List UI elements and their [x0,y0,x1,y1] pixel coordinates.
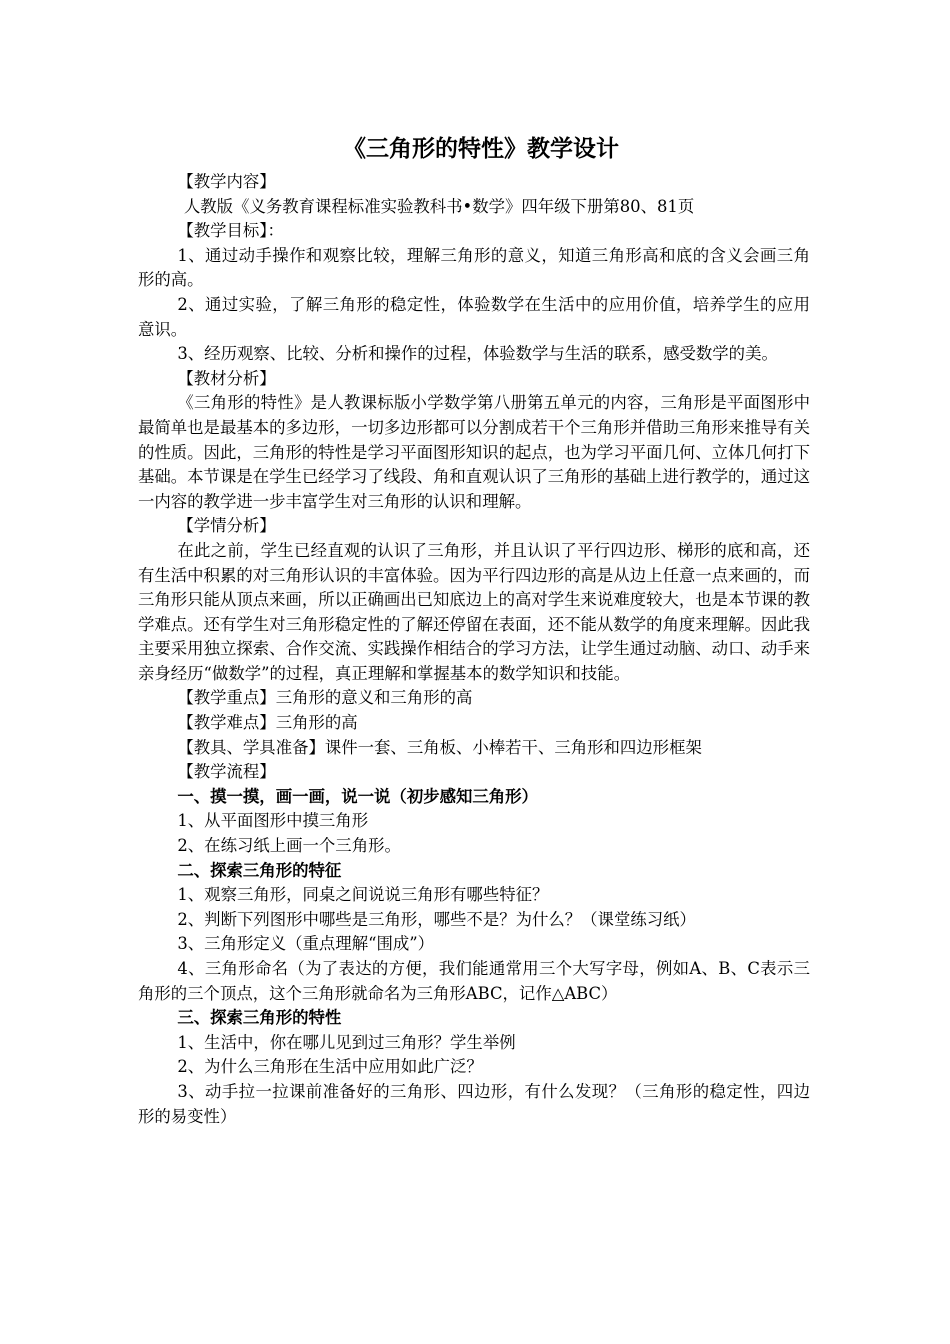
document-title: 《三角形的特性》教学设计 [343,136,619,162]
section-item: 3、三角形定义（重点理解“围成”） [177,934,435,954]
difficulty: 【教学难点】三角形的高 [177,713,358,733]
section-item: 1、生活中，你在哪儿见到过三角形？学生举例 [177,1032,516,1052]
section-item: 2、在练习纸上画一个三角形。 [177,836,401,856]
students-label: 【学情分析】 [177,516,276,536]
goals-label: 【教学目标】： [177,221,284,241]
section-item: 1、从平面图形中摸三角形 [177,811,369,831]
process-label: 【教学流程】 [177,762,276,782]
section-item: 4、三角形命名（为了表达的方便，我们能通常用三个大写字母，例如A、B、C表示三角形的三个顶点，这个三角形就命名为三角形ABC，记作△ABC） [138,959,810,1003]
section-item: 2、为什么三角形在生活中应用如此广泛？ [177,1057,483,1077]
goal-item: 2、通过实验，了解三角形的稳定性，体验数学在生活中的应用价值，培养学生的应用意识。 [138,294,810,339]
document-page [138,130,810,1129]
content-label: 【教学内容】 [177,172,276,191]
section-heading: 二、探索三角形的特征 [177,860,342,880]
section-item: 1、观察三角形，同桌之间说说三角形有哪些特征？ [177,885,549,905]
tools: 【教具、学具准备】课件一套、三角板、小棒若干、三角形和四边形框架 [177,737,702,757]
goal-item: 3、经历观察、比较、分析和操作的过程，体验数学与生活的联系，感受数学的美。 [177,344,778,364]
keypoint: 【教学重点】三角形的意义和三角形的高 [177,688,473,708]
goal-item: 1、通过动手操作和观察比较，理解三角形的意义，知道三角形高和底的含义会画三角形的高。 [138,245,810,290]
material-text: 《三角形的特性》是人教课标版小学数学第八册第五单元的内容，三角形是平面图形中最简单也是最基本的多边形，一切多边形都可以分割成若干个三角形并借助三角形来推导有关的性质。因此，三角形的特性是学习平面图形知识的起点，也为学习平面几何、立体几何打下基础。本节课是在学生已经学习了线段、角和直观认识了三角形的基础上进行教学的，通过这一内容的教学进一步丰富学生对三角形的认识和理解。 [138,393,811,511]
students-text: 在此之前，学生已经直观的认识了三角形，并且认识了平行四边形、梯形的底和高，还有生活中积累的对三角形认识的丰富体验。因为平行四边形的高是从边上任意一点来画的，而三角形只能从顶点来画，所以正确画出已知底边上的高对学生来说难度较大，也是本节课的教学难点。还有学生对三角形稳定性的了解还停留在表面，还不能从数学的角度来理解。因此我主要采用独立探索、合作交流、实践操作相结合的学习方法，让学生通过动脑、动口、动手来亲身经历“做数学”的过程，真正理解和掌握基本的数学知识和技能。 [138,540,811,683]
content-text: 人教版《义务教育课程标准实验教科书•数学》四年级下册第80、81页 [183,196,695,216]
section-heading: 三、探索三角形的特性 [177,1008,342,1028]
section-item: 2、判断下列图形中哪些是三角形，哪些不是？为什么？（课堂练习纸） [177,909,696,929]
section-heading: 一、摸一摸，画一画，说一说（初步感知三角形） [177,786,538,806]
material-label: 【教材分析】 [177,368,276,388]
section-item: 3、动手拉一拉课前准备好的三角形、四边形，有什么发现？（三角形的稳定性，四边形的易变性） [138,1081,810,1126]
